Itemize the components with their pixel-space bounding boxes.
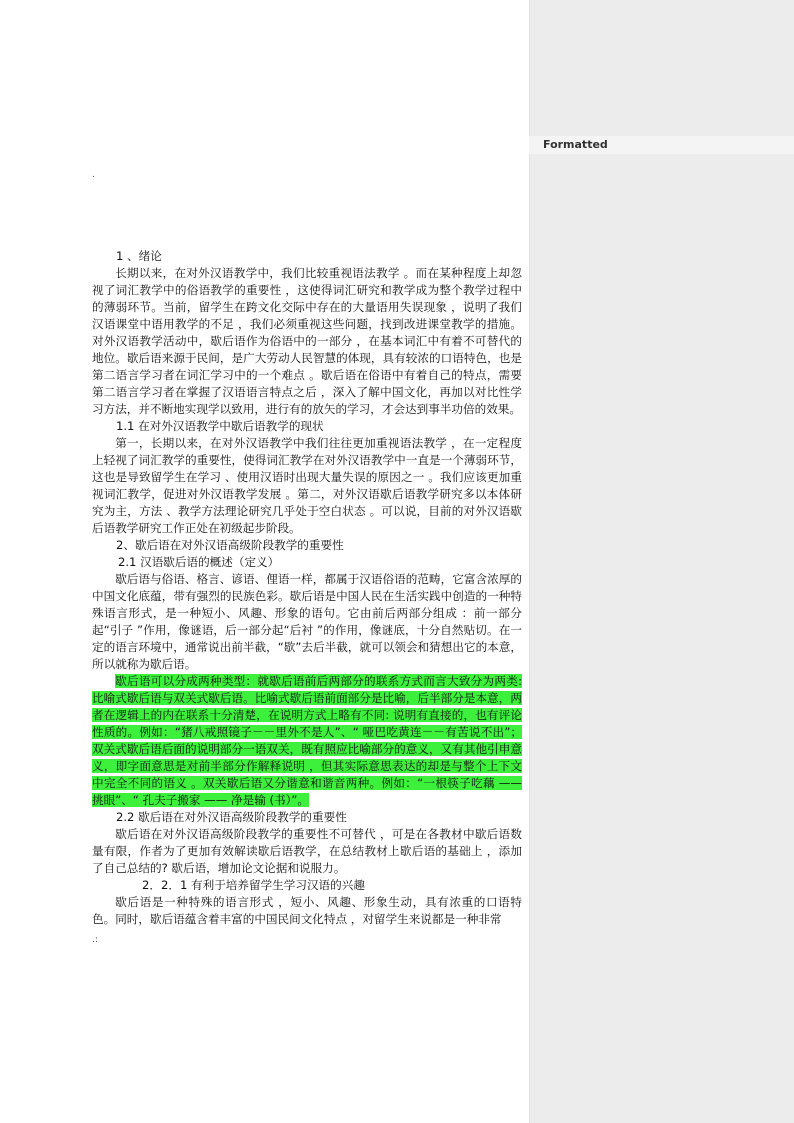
paragraph-current-status: 第一，长期以来，在对外汉语教学中我们往往更加重视语法教学 ，在一定程度上轻视了词汇教学的重要性，使得词汇教学在对外汉语教学中一直是一个薄弱环节，这也是导致留学生在学习 、使用汉语时出现大量失误的原因之一 。我们应该更加重视词汇教学，促进对外汉语教学发展 。第二，对外汉语歇后语教学研究多以本体研究为主，方法 、教学方法理论研究几乎处于空白状态 。可以说，目前的对外汉语歇后语教学研究工作正处在初级起步阶段。 [92,436,522,535]
section-heading-2: 2、歇后语在对外汉语高级阶段教学的重要性 [116,538,344,552]
section-heading-1: 1 、绪论 [116,249,162,263]
paragraph-importance: 歇后语在对外汉语高级阶段教学的重要性不可替代 ，可是在各教材中歇后语数量有限，作者为了更加有效解读歇后语教学，在总结教材上歇后语的基础上 ，添加了自己总结的? 歇后语，增加论文论据和说服力。 [92,827,522,875]
paragraph-mark: . [92,170,95,180]
section-heading-2-2: 2.2 歇后语在对外汉语高级阶段教学的重要性 [116,810,347,824]
paragraph-mark-bottom: .: [92,935,98,945]
comment-pane [529,0,794,1123]
paragraph-types-highlighted [92,673,522,809]
paragraph-interest: 歇后语是一种特殊的语言形式 ，短小、风趣、形象生动，具有浓重的口语特色。同时，歇后语蕴含着丰富的中国民间文化特点 ，对留学生来说都是一种非常 [92,895,522,926]
paragraph-definition: 歇后语与俗语、格言、谚语、俚语一样，都属于汉语俗语的范畴，它富含浓厚的中国文化底蕴，带有强烈的民族色彩。歇后语是中国人民在生活实践中创造的一种特殊语言形式，是一种短小、风趣、形象的语句。它由前后两部分组成 ：前一部分起“引子 ”作用，像谜语，后一部分起“后衬 ”的作用，像谜底，十分自然贴切。在一定的语言环境中，通常说出前半截，“歇”去后半截，就可以领会和猜想出它的本意，所以就称为歇后语。 [92,572,522,671]
formatted-comment-label[interactable]: Formatted [529,136,794,154]
section-heading-1-1: 1.1 在对外汉语教学中歇后语教学的现状 [116,419,324,433]
section-heading-2-2-1: 2．2．1 有利于培养留学生学习汉语的兴趣 [142,878,365,892]
paragraph-intro: 长期以来，在对外汉语教学中，我们比较重视语法教学 。而在某种程度上却忽视了词汇教学中的俗语教学的重要性 ，这使得词汇研究和教学成为整个教学过程中的薄弱环节。当前，留学生在跨文化交际中存在的大量语用失误现象 ，说明了我们汉语课堂中语用教学的不足 ，我们必须重视这些问题，找到改进课堂教学的措施。对外汉语教学活动中，歇后语作为俗语中的一部分 ，在基本词汇中有着不可替代的地位。歇后语来源于民间，是广大劳动人民智慧的体现，具有较浓的口语特色，也是第二语言学习者在词汇学习中的一个难点 。歇后语在俗语中有着自己的特点，需要第二语言学习者在掌握了汉语语言特点之后 ，深入了解中国文化，再加以对比性学习方法，并不断地实现学以致用，进行有的放矢的学习，才会达到事半功倍的效果。 [92,266,522,416]
section-heading-2-1: 2.1 汉语歇后语的概述（定义） [118,555,280,569]
highlighted-text: 歇后语可以分成两种类型：就歇后语前后两部分的联系方式而言大致分为两类: 比喻式歇后语与双关式歇后语。比喻式歇后语前面部分是比喻，后半部分是本意，两者在逻辑上的内在联系十分清楚，在说明方式上略有不同: 说明有直接的，也有评论性质的。例如：“猪八戒照镜子－－里外不是人”、“ 哑巴吃黄连－－有苦说不出”；双关式歇后语后面的说明部分一语双关，既有照应比喻部分的意义，又有其他引申意义，即字面意思是对前半部分作解释说明 ，但其实际意思表达的却是与整个上下文中完全不同的语义 。双关歇后语又分谐意和谐音两种。例如：“一根筷子吃藕 ——挑眼”、“ 孔夫子搬家 —— 净是输 (书）”。 [92,674,522,807]
document-body[interactable] [92,248,522,928]
